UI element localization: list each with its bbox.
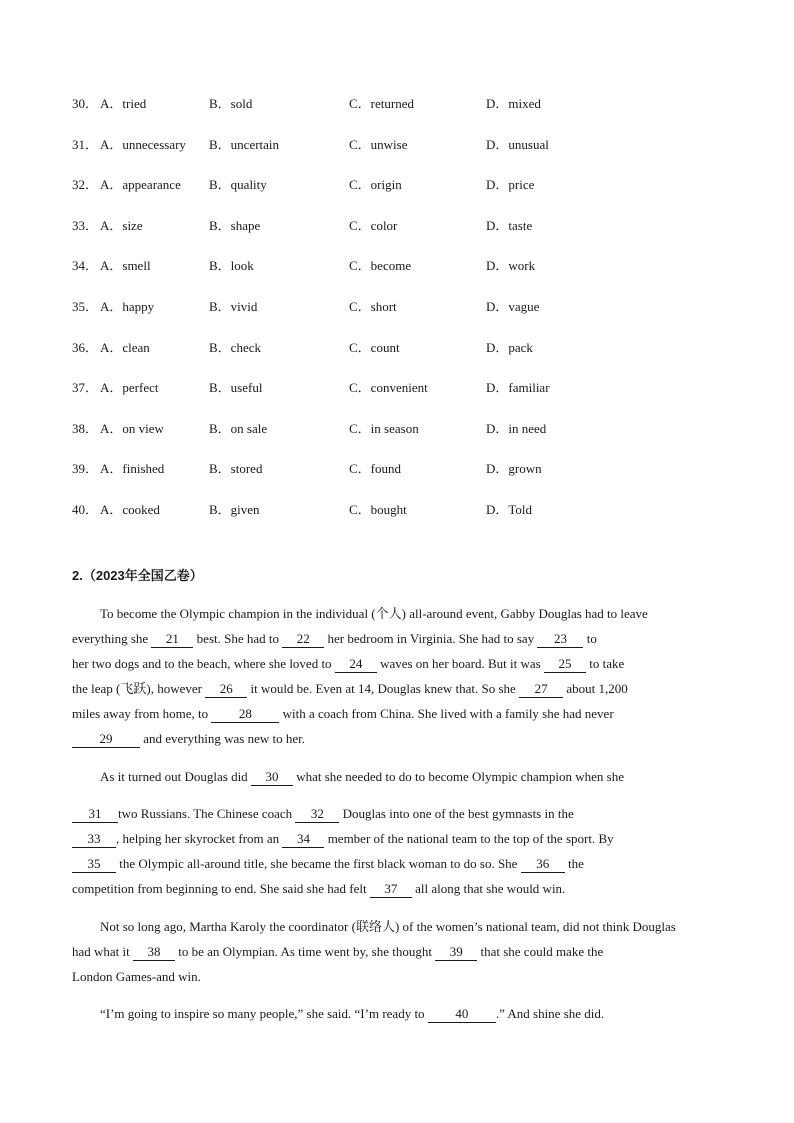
blank-28[interactable]: 28: [211, 706, 279, 723]
blank-40[interactable]: 40: [428, 1006, 496, 1023]
option-c[interactable]: C．returned: [349, 96, 414, 111]
text: about 1,200: [563, 681, 628, 696]
blank-25[interactable]: 25: [544, 656, 586, 673]
text: that she could make the: [477, 944, 604, 959]
option-d[interactable]: D．vague: [486, 298, 540, 314]
option-row: [72, 94, 752, 135]
text: best. She had to: [193, 631, 283, 646]
option-b[interactable]: B．vivid: [209, 298, 258, 314]
option-c[interactable]: C．become: [349, 258, 412, 274]
passage-line: [100, 767, 624, 787]
text: Not so long ago, Martha Karoly the coordinator (联络人) of the women’s national team, did not think Douglas: [100, 919, 676, 934]
blank-33[interactable]: 33: [72, 831, 116, 848]
option-d[interactable]: D．work: [486, 258, 536, 274]
passage-line: [72, 704, 614, 724]
text: London Games-and win.: [72, 969, 201, 984]
option-d[interactable]: D．familiar: [486, 380, 550, 396]
blank-38[interactable]: 38: [133, 944, 175, 961]
option-c[interactable]: C．origin: [349, 177, 402, 193]
option-row: [72, 419, 752, 460]
text: As it turned out Douglas did: [100, 769, 251, 784]
option-b[interactable]: B．uncertain: [209, 136, 280, 152]
option-a[interactable]: A．tried: [100, 96, 147, 111]
option-c[interactable]: C．bought: [349, 501, 407, 517]
text: the leap (飞跃), however: [72, 681, 206, 696]
option-d[interactable]: D．price: [486, 177, 535, 193]
option-d[interactable]: D．unusual: [486, 136, 549, 152]
text: to take: [585, 656, 625, 671]
option-c[interactable]: C．count: [349, 339, 400, 355]
text: To become the Olympic champion in the individual (个人) all-around event, Gabby Douglas had to leave: [100, 606, 648, 621]
text: , helping her skyrocket from an: [116, 831, 283, 846]
text: “I’m going to inspire so many people,” she said. “I’m ready to: [100, 1006, 428, 1021]
passage-line: [100, 917, 676, 937]
blank-29[interactable]: 29: [72, 731, 140, 748]
option-a[interactable]: A．happy: [100, 298, 155, 314]
option-a[interactable]: A．appearance: [100, 177, 181, 193]
passage-line: [100, 604, 648, 624]
text: member of the national team to the top of the sport. By: [324, 831, 614, 846]
text: waves on her board. But it was: [376, 656, 544, 671]
question-number: 34．: [72, 258, 99, 274]
option-b[interactable]: B．useful: [209, 380, 263, 396]
option-a[interactable]: A．cooked: [100, 501, 160, 517]
option-a[interactable]: A．size: [100, 217, 143, 233]
passage-line: [72, 879, 565, 899]
option-c[interactable]: C．color: [349, 217, 398, 233]
blank-34[interactable]: 34: [282, 831, 324, 848]
question-number: 40．: [72, 501, 99, 517]
option-d[interactable]: D．in need: [486, 420, 547, 436]
passage-line: [72, 679, 628, 699]
option-b[interactable]: B．check: [209, 339, 261, 355]
passage-line: [72, 829, 614, 849]
option-row: [72, 256, 752, 297]
option-b[interactable]: B．stored: [209, 461, 263, 477]
blank-23[interactable]: 23: [537, 631, 583, 648]
answer-options: [72, 94, 752, 541]
option-b[interactable]: B．given: [209, 501, 260, 517]
option-d[interactable]: D．taste: [486, 217, 533, 233]
passage-line: [72, 629, 597, 649]
section-title: 2.（2023年全国乙卷）: [72, 568, 203, 583]
text: competition from beginning to end. She said she had felt: [72, 881, 370, 896]
option-a[interactable]: A．finished: [100, 461, 165, 477]
text: all along that she would win.: [411, 881, 566, 896]
blank-31[interactable]: 31: [72, 806, 118, 823]
option-d[interactable]: D．mixed: [486, 96, 541, 111]
text: and everything was new to her.: [140, 731, 305, 746]
passage-line: [72, 967, 201, 987]
option-row: [72, 459, 752, 500]
question-number: 39．: [72, 461, 99, 477]
option-a[interactable]: A．perfect: [100, 380, 159, 396]
option-a[interactable]: A．on view: [100, 420, 164, 436]
option-c[interactable]: C．in season: [349, 420, 419, 436]
option-row: [72, 175, 752, 216]
option-row: [72, 135, 752, 176]
option-b[interactable]: B．look: [209, 258, 254, 274]
option-row: [72, 338, 752, 379]
option-b[interactable]: B．shape: [209, 217, 261, 233]
option-c[interactable]: C．convenient: [349, 380, 428, 396]
text: .” And shine she did.: [495, 1006, 605, 1021]
option-c[interactable]: C．unwise: [349, 136, 408, 152]
text: had what it: [72, 944, 134, 959]
text: what she needed to do to become Olympic champion when she: [292, 769, 624, 784]
option-row: [72, 378, 752, 419]
question-number: 32．: [72, 177, 99, 193]
passage-line: [72, 854, 584, 874]
question-number: 36．: [72, 339, 99, 355]
question-number: 31．: [72, 136, 99, 152]
blank-35[interactable]: 35: [72, 856, 116, 873]
blank-36[interactable]: 36: [521, 856, 565, 873]
text: with a coach from China. She lived with a family she had never: [279, 706, 614, 721]
option-a[interactable]: A．clean: [100, 339, 150, 355]
text: her two dogs and to the beach, where she loved to: [72, 656, 335, 671]
text: it would be. Even at 14, Douglas knew that. So she: [247, 681, 520, 696]
passage-line: [72, 654, 624, 674]
option-b[interactable]: B．sold: [209, 96, 253, 111]
text: miles away from home, to: [72, 706, 212, 721]
blank-37[interactable]: 37: [370, 881, 412, 898]
option-d[interactable]: D．pack: [486, 339, 533, 355]
text: the Olympic all-around title, she became the first black woman to do so. She: [116, 856, 521, 871]
text: everything she: [72, 631, 152, 646]
option-row: [72, 500, 752, 541]
text: the: [564, 856, 584, 871]
option-c[interactable]: C．short: [349, 298, 397, 314]
question-number: 30．: [72, 96, 99, 111]
option-row: [72, 297, 752, 338]
passage-line: [72, 729, 305, 749]
text: her bedroom in Virginia. She had to say: [324, 631, 538, 646]
passage-line: [100, 1004, 604, 1024]
passage-line: [72, 942, 603, 962]
option-b[interactable]: B．quality: [209, 177, 267, 193]
option-a[interactable]: A．unnecessary: [100, 136, 186, 152]
question-number: 35．: [72, 298, 99, 314]
option-d[interactable]: D．grown: [486, 461, 542, 477]
text: to: [583, 631, 597, 646]
question-number: 37．: [72, 380, 99, 396]
text: to be an Olympian. As time went by, she thought: [175, 944, 436, 959]
option-row: [72, 216, 752, 257]
option-c[interactable]: C．found: [349, 461, 402, 477]
option-b[interactable]: B．on sale: [209, 420, 268, 436]
blank-21[interactable]: 21: [151, 631, 193, 648]
blank-32[interactable]: 32: [295, 806, 339, 823]
text: Douglas into one of the best gymnasts in the: [339, 806, 574, 821]
question-number: 33．: [72, 217, 99, 233]
blank-30[interactable]: 30: [251, 769, 293, 786]
option-d[interactable]: D．Told: [486, 501, 533, 517]
blank-39[interactable]: 39: [435, 944, 477, 961]
question-number: 38．: [72, 420, 99, 436]
option-a[interactable]: A．smell: [100, 258, 151, 274]
text: two Russians. The Chinese coach: [118, 806, 296, 821]
blank-24[interactable]: 24: [335, 656, 377, 673]
passage-line: [72, 804, 574, 824]
blank-27[interactable]: 27: [519, 681, 563, 698]
blank-22[interactable]: 22: [282, 631, 324, 648]
blank-26[interactable]: 26: [205, 681, 247, 698]
